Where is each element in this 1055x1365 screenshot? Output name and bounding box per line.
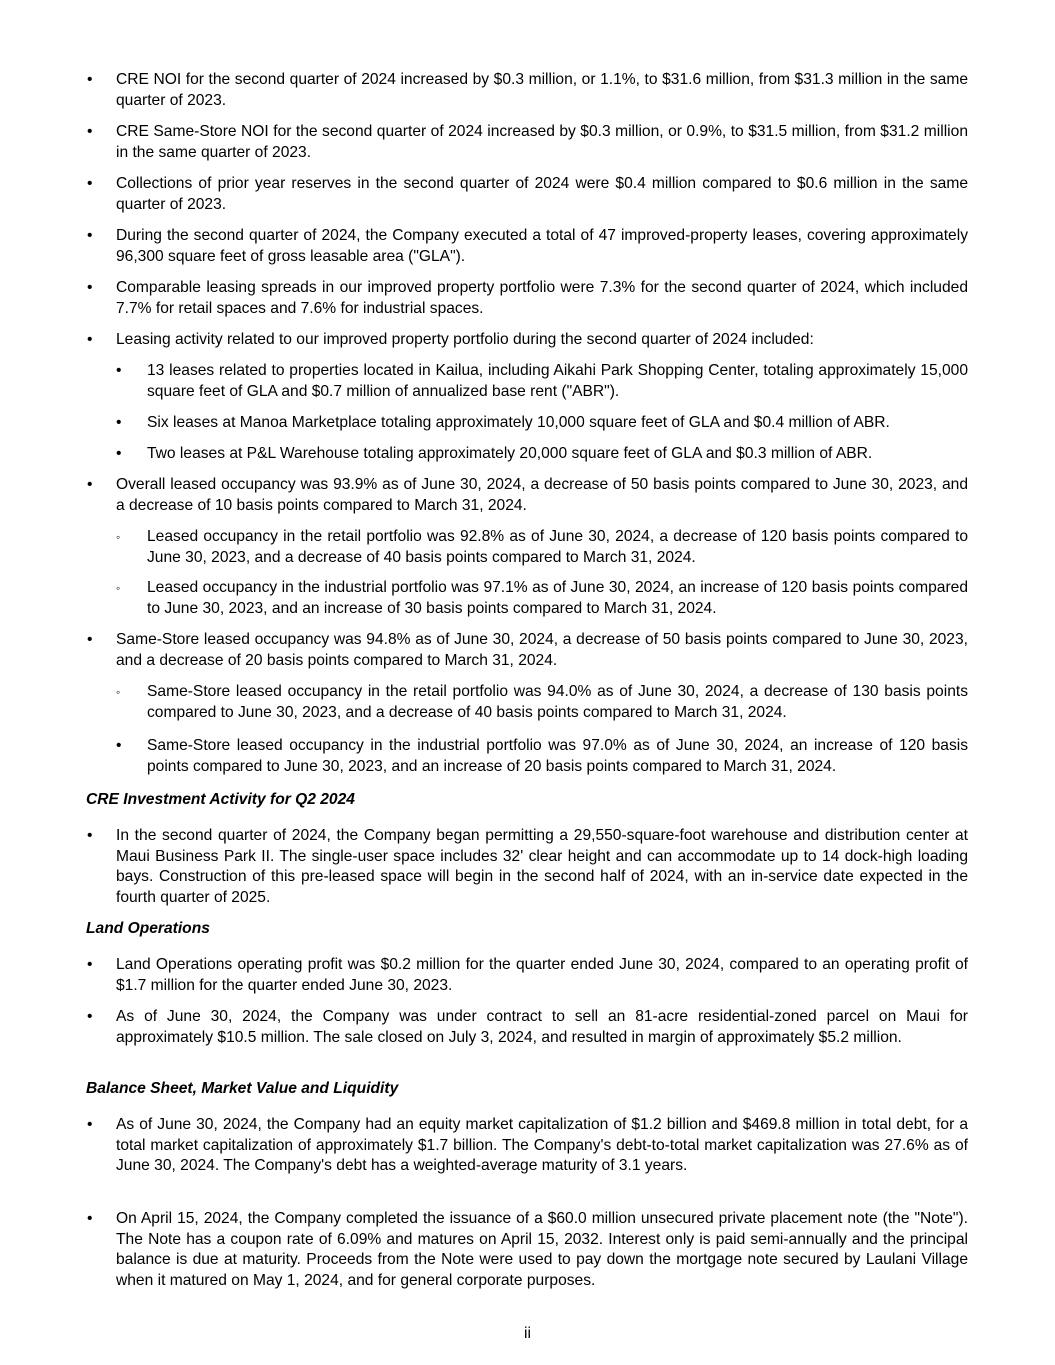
bullet-marker: • <box>87 71 93 88</box>
heading-balance-sheet: Balance Sheet, Market Value and Liquidity <box>86 1080 399 1097</box>
bullet-marker: • <box>116 737 122 754</box>
bullet-marker: • <box>87 227 93 244</box>
bullet-marker: ◦ <box>116 685 121 699</box>
bullet-text: Same-Store leased occupancy was 94.8% as of June 30, 2024, a decrease of 50 basis points compared to June 30, 2023, and a decrease of 20 basis points compared to March 31, 2024. <box>116 631 968 669</box>
bullet-text: Overall leased occupancy was 93.9% as of June 30, 2024, a decrease of 50 basis points compared to June 30, 2023, and a decrease of 10 basis points compared to March 31, 2024. <box>116 476 968 514</box>
bullet-marker: • <box>87 175 93 192</box>
bullet-item-leasing-activity <box>87 330 968 351</box>
bullet-text: Collections of prior year reserves in the second quarter of 2024 were $0.4 million compared to $0.6 million in the same quarter of 2023. <box>116 175 968 213</box>
bullet-text: As of June 30, 2024, the Company had an equity market capitalization of $1.2 billion and $469.8 million in total debt, for a total market capitalization of approximately $1.7 billion. The Company's debt-to-total market capitalization was 27.6% as of June 30, 2024. The Company's debt has a weighted-average maturity of 3.1 years. <box>116 1116 968 1175</box>
sub-bullet-retail-occupancy <box>116 527 968 568</box>
bullet-marker: • <box>87 827 93 844</box>
bullet-text: Leased occupancy in the industrial portfolio was 97.1% as of June 30, 2024, an increase of 120 basis points compared to June 30, 2023, and an increase of 30 basis points compared to March 31, 2024. <box>147 579 968 617</box>
bullet-item-overall-occupancy <box>87 475 968 516</box>
bullet-text: In the second quarter of 2024, the Company began permitting a 29,550-square-foot warehouse and distribution center at Maui Business Park II. The single-user space includes 32' clear height and can accommodate up to 14 dock-high loading bays. Construction of this pre-leased space will begin in the second half of 2024, with an in-service date expected in the fourth quarter of 2025. <box>116 827 968 906</box>
bullet-item-parcel-sale <box>87 1007 968 1048</box>
bullet-marker: • <box>116 362 122 379</box>
bullet-marker: • <box>87 956 93 973</box>
page-number: ii <box>524 1325 531 1342</box>
bullet-marker: ◦ <box>116 530 121 544</box>
bullet-marker: • <box>87 331 93 348</box>
bullet-text: Leasing activity related to our improved property portfolio during the second quarter of 2024 included: <box>116 331 814 348</box>
sub-bullet-pl-warehouse-leases <box>116 444 968 465</box>
bullet-marker: • <box>87 123 93 140</box>
bullet-text: Same-Store leased occupancy in the industrial portfolio was 97.0% as of June 30, 2024, an increase of 120 basis points compared to June 30, 2023, and an increase of 20 basis points compared to March 31, 2024. <box>147 737 968 775</box>
heading-cre-investment: CRE Investment Activity for Q2 2024 <box>86 791 355 808</box>
bullet-marker: • <box>116 414 122 431</box>
sub-bullet-same-store-industrial <box>116 736 968 777</box>
bullet-item-collections <box>87 174 968 215</box>
bullet-text: Two leases at P&L Warehouse totaling approximately 20,000 square feet of GLA and $0.3 million of ABR. <box>147 445 873 462</box>
bullet-text: Same-Store leased occupancy in the retail portfolio was 94.0% as of June 30, 2024, a decrease of 130 basis points compared to June 30, 2023, and a decrease of 40 basis points compared to March 31, 2024. <box>147 683 968 721</box>
bullet-item-cre-noi <box>87 70 968 111</box>
bullet-text: On April 15, 2024, the Company completed the issuance of a $60.0 million unsecured private placement note (the "Note"). The Note has a coupon rate of 6.09% and matures on April 15, 2032. Interest only is paid semi-annually and the principal balance is due at maturity. Proceeds from the Note were used to pay down the mortgage note secured by Laulani Village when it matured on May 1, 2024, and for general corporate purposes. <box>116 1210 968 1289</box>
sub-bullet-industrial-occupancy <box>116 578 968 619</box>
bullet-item-leases-executed <box>87 226 968 267</box>
bullet-marker: ◦ <box>116 581 121 595</box>
bullet-text: Land Operations operating profit was $0.2 million for the quarter ended June 30, 2024, compared to an operating profit of $1.7 million for the quarter ended June 30, 2023. <box>116 956 968 994</box>
bullet-marker: • <box>87 1008 93 1025</box>
sub-bullet-same-store-retail <box>116 682 968 723</box>
bullet-marker: • <box>87 476 93 493</box>
bullet-item-land-operating-profit <box>87 955 968 996</box>
bullet-text: 13 leases related to properties located in Kailua, including Aikahi Park Shopping Center, totaling approximately 15,000 square feet of GLA and $0.7 million of annualized base rent ("ABR"). <box>147 362 968 400</box>
bullet-text: During the second quarter of 2024, the Company executed a total of 47 improved-property leases, covering approximately 96,300 square feet of gross leasable area ("GLA"). <box>116 227 968 265</box>
bullet-marker: • <box>116 445 122 462</box>
sub-bullet-manoa-leases <box>116 413 968 434</box>
bullet-text: CRE NOI for the second quarter of 2024 increased by $0.3 million, or 1.1%, to $31.6 million, from $31.3 million in the same quarter of 2023. <box>116 71 968 109</box>
bullet-item-same-store-occupancy <box>87 630 968 671</box>
bullet-item-maui-business-park <box>87 826 968 908</box>
bullet-item-market-capitalization <box>87 1115 968 1177</box>
bullet-item-leasing-spreads <box>87 278 968 319</box>
bullet-text: CRE Same-Store NOI for the second quarter of 2024 increased by $0.3 million, or 0.9%, to $31.5 million, from $31.2 million in the same quarter of 2023. <box>116 123 968 161</box>
bullet-marker: • <box>87 279 93 296</box>
bullet-marker: • <box>87 631 93 648</box>
bullet-item-private-placement-note <box>87 1209 968 1291</box>
heading-land-operations: Land Operations <box>86 920 210 937</box>
bullet-text: Comparable leasing spreads in our improved property portfolio were 7.3% for the second quarter of 2024, which included 7.7% for retail spaces and 7.6% for industrial spaces. <box>116 279 968 317</box>
sub-bullet-kailua-leases <box>116 361 968 402</box>
bullet-marker: • <box>87 1116 93 1133</box>
bullet-marker: • <box>87 1210 93 1227</box>
bullet-text: Leased occupancy in the retail portfolio was 92.8% as of June 30, 2024, a decrease of 120 basis points compared to June 30, 2023, and a decrease of 40 basis points compared to March 31, 2024. <box>147 528 968 566</box>
bullet-item-same-store-noi <box>87 122 968 163</box>
bullet-text: Six leases at Manoa Marketplace totaling approximately 10,000 square feet of GLA and $0.4 million of ABR. <box>147 414 890 431</box>
bullet-text: As of June 30, 2024, the Company was under contract to sell an 81-acre residential-zoned parcel on Maui for approximately $10.5 million. The sale closed on July 3, 2024, and resulted in margin of approximately $5.2 million. <box>116 1008 968 1046</box>
